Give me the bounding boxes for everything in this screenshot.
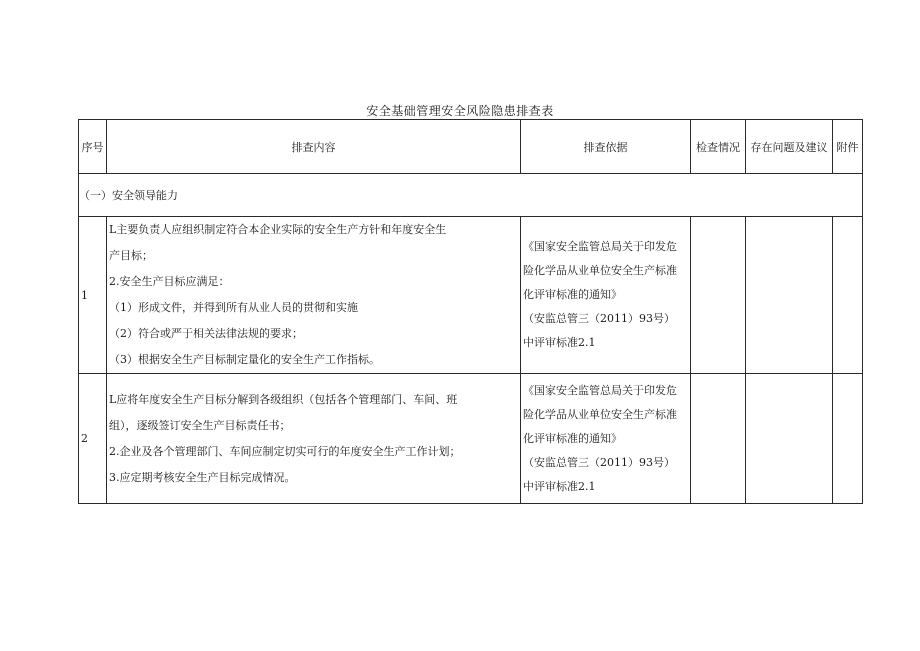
row-attachment-cell [833, 374, 863, 504]
row-attachment-cell [833, 217, 863, 374]
content-line: 2.安全生产目标应满足： [109, 275, 230, 288]
content-line: 2.企业及各个管理部门、车间应制定切实可行的年度安全生产工作计划； [109, 444, 461, 458]
table-row [79, 374, 863, 504]
header-content: 排查内容 [107, 120, 521, 174]
header-status: 检查情况 [691, 120, 746, 174]
basis-line: 中评审标准2.1 [523, 336, 596, 349]
content-line: （3）根据安全生产目标制定量化的安全生产工作指标。 [109, 353, 380, 366]
row-issues-cell [746, 374, 833, 504]
row-basis [521, 374, 691, 504]
basis-line: （安监总管三（2011）93号） [523, 455, 675, 469]
row-basis [521, 217, 691, 374]
basis-line: 《国家安全监管总局关于印发危 [523, 383, 677, 397]
inspection-table [78, 119, 863, 504]
row-status-cell [691, 217, 746, 374]
header-seq: 序号 [79, 120, 107, 174]
content-line: L主要负责人应组织制定符合本企业实际的安全生产方针和年度安全生 [109, 223, 447, 236]
content-line: 产目标； [109, 249, 153, 262]
header-attachment: 附件 [833, 120, 863, 174]
header-issues: 存在问题及建议 [746, 120, 833, 174]
table-row [79, 217, 863, 374]
row-seq: 2 [79, 374, 107, 504]
basis-line: 险化学品从业单位安全生产标准 [523, 407, 677, 421]
basis-line: 化评审标准的通知》 [523, 288, 622, 301]
row-issues-cell [746, 217, 833, 374]
row-content [107, 374, 521, 504]
row-seq: 1 [79, 217, 107, 374]
basis-line: （安监总管三（2011）93号） [523, 312, 675, 325]
basis-line: 化评审标准的通知》 [523, 431, 622, 445]
content-line: L应将年度安全生产目标分解到各级组织（包括各个管理部门、车间、班 [109, 392, 458, 406]
content-line: （2）符合或严于相关法律法规的要求； [109, 327, 303, 340]
content-line: 组），逐级签订安全生产目标责任书； [109, 418, 291, 432]
row-status-cell [691, 374, 746, 504]
section-label: （一）安全领导能力 [79, 174, 863, 217]
header-basis: 排查依据 [521, 120, 691, 174]
content-line: （1）形成文件，并得到所有从业人员的贯彻和实施 [109, 301, 358, 314]
basis-line: 《国家安全监管总局关于印发危 [523, 240, 677, 253]
basis-line: 中评审标准2.1 [523, 479, 596, 493]
content-line: 3.应定期考核安全生产目标完成情况。 [109, 470, 296, 484]
header-row [79, 120, 863, 174]
document-title: 安全基础管理安全风险隐患排查表 [366, 104, 554, 118]
basis-line: 险化学品从业单位安全生产标准 [523, 264, 677, 277]
row-content [107, 217, 521, 374]
section-row [79, 174, 863, 217]
